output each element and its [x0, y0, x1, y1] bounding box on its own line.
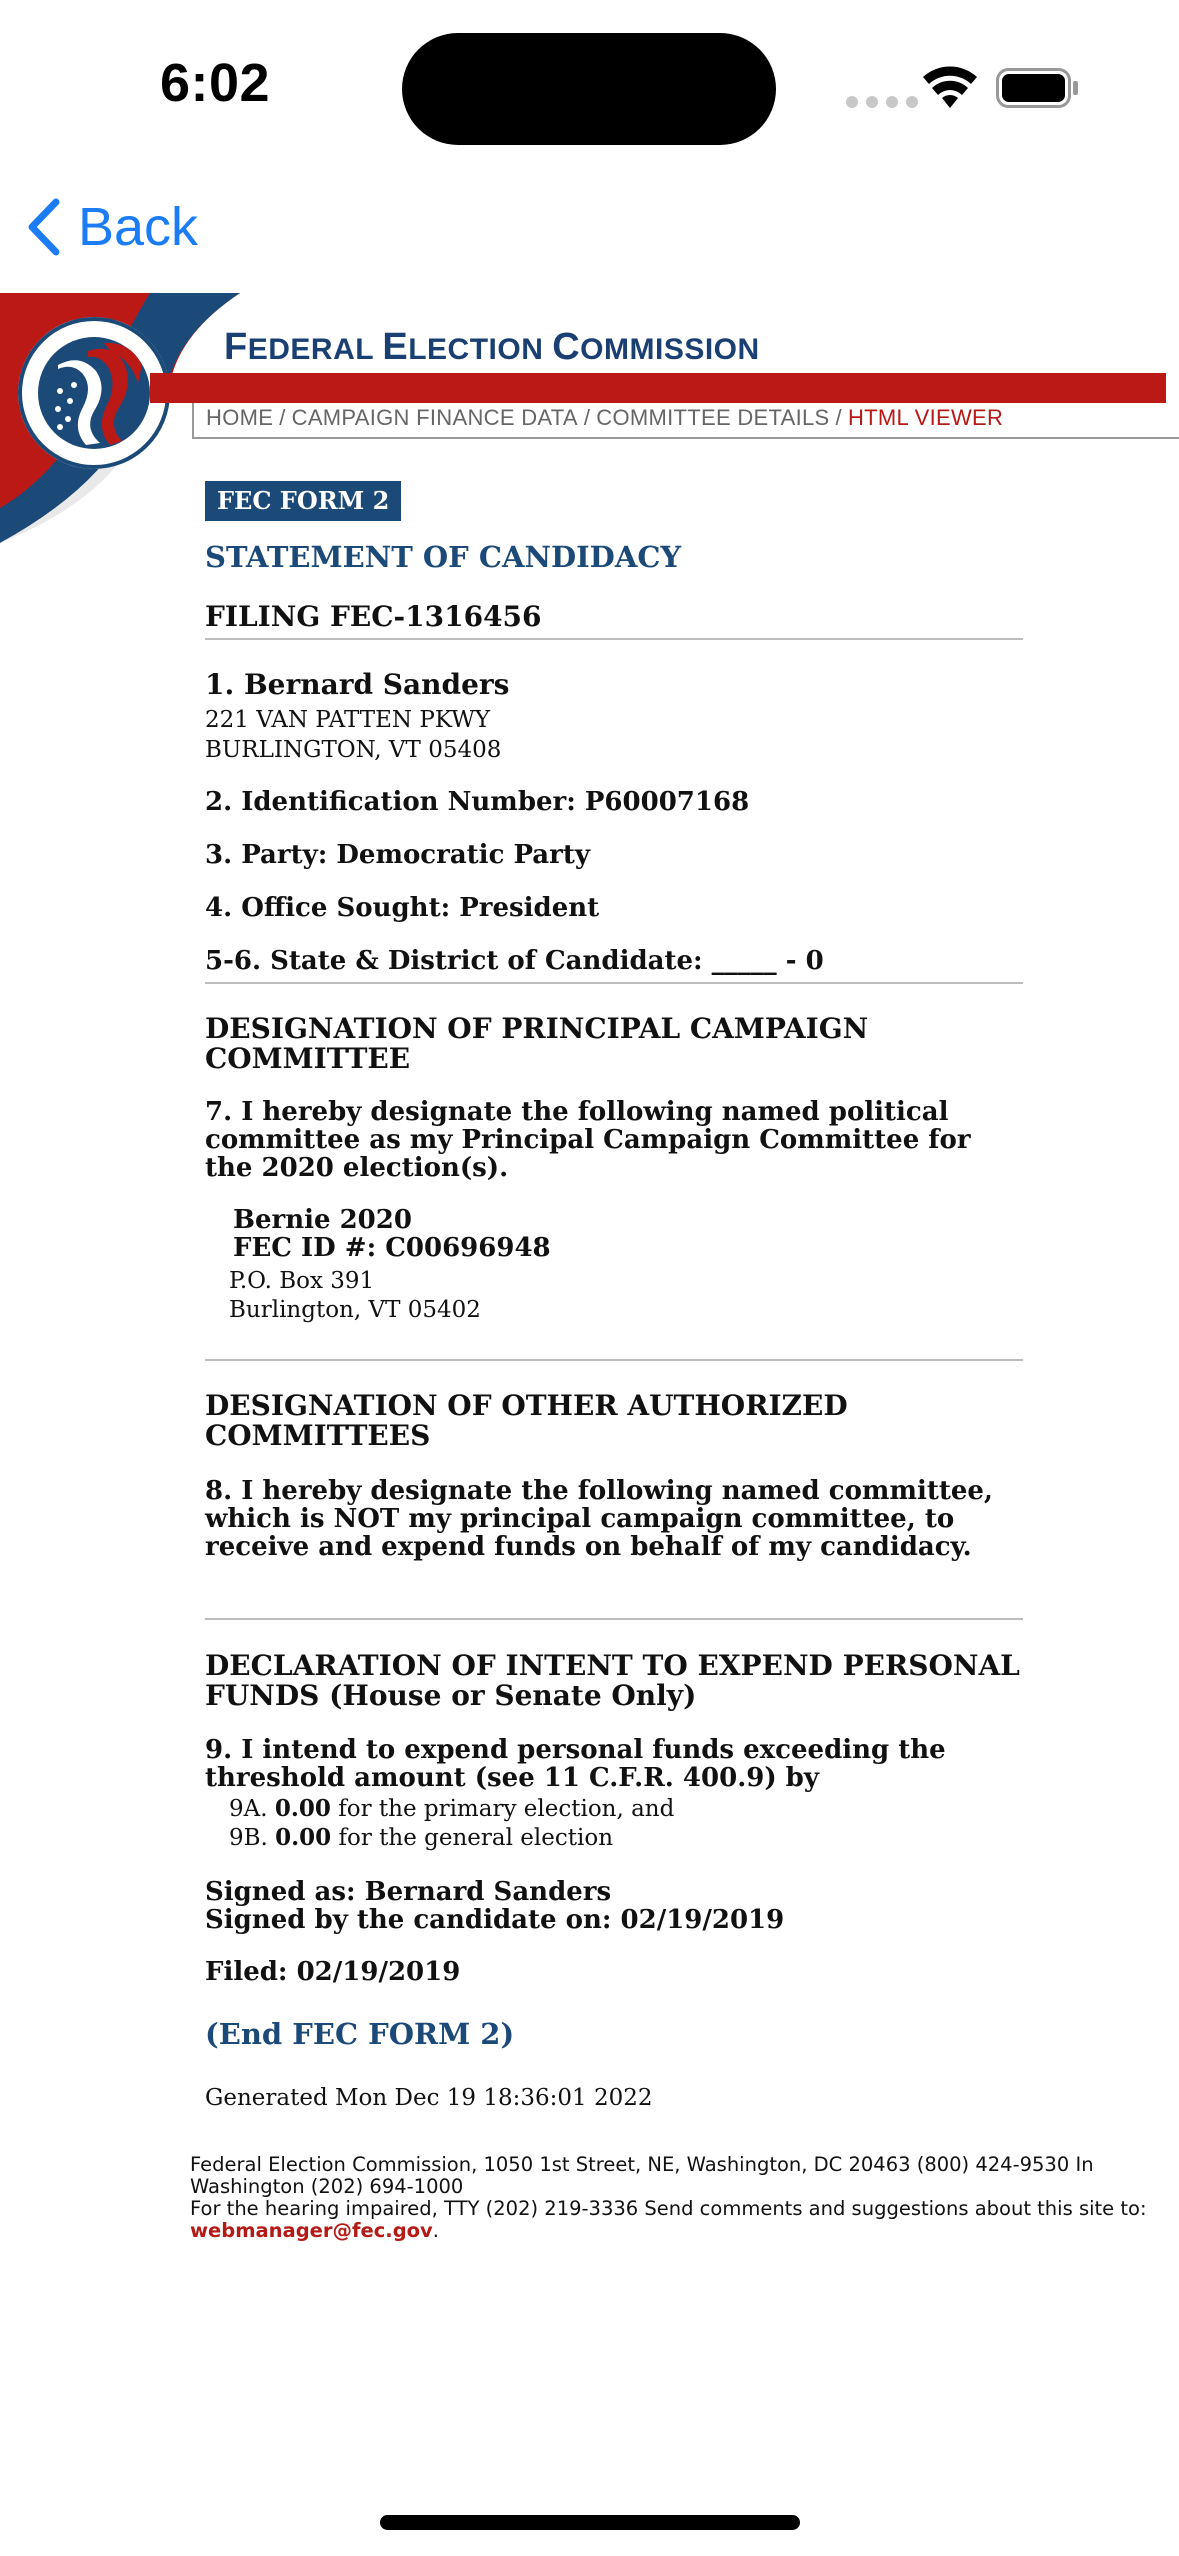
generated-timestamp: Generated Mon Dec 19 18:36:01 2022: [205, 2085, 653, 2111]
office-sought: 4. Office Sought: President: [205, 893, 600, 923]
principal-committee-id: FEC ID #: C00696948: [233, 1233, 551, 1263]
battery-icon: [996, 68, 1080, 108]
breadcrumb-committee-details[interactable]: COMMITTEE DETAILS: [596, 405, 830, 430]
personal-funds-statement: 9. I intend to expend personal funds exceeding the threshold amount (see 11 C.F.R. 400.9) by: [205, 1735, 946, 1793]
principal-committee-statement: 7. I hereby designate the following named political committee as my Principal Campaign Committee for the 2020 election(s).: [205, 1097, 971, 1183]
chevron-left-icon: [24, 198, 64, 256]
state-district: 5-6. State & District of Candidate: _____ - 0: [205, 946, 824, 976]
candidate-address-line1: 221 VAN PATTEN PKWY: [205, 707, 491, 733]
principal-committee-address1: P.O. Box 391: [229, 1268, 375, 1294]
divider: [205, 1359, 1023, 1361]
divider: [205, 982, 1023, 984]
form-title: STATEMENT OF CANDIDACY: [205, 540, 682, 574]
breadcrumb-html-viewer: HTML VIEWER: [847, 405, 1004, 430]
candidate-name: 1. Bernard Sanders: [205, 668, 510, 701]
personal-funds-heading: DECLARATION OF INTENT TO EXPEND PERSONAL FUNDS (House or Senate Only): [205, 1649, 1020, 1712]
back-label: Back: [78, 197, 199, 257]
webmanager-email-link[interactable]: webmanager@fec.gov: [190, 2219, 433, 2242]
other-committees-statement: 8. I hereby designate the following named committee, which is NOT my principal campaign committee, to receive and expend funds on behalf of my candidacy.: [205, 1476, 993, 1562]
divider: [205, 638, 1023, 640]
principal-committee-name: Bernie 2020: [233, 1205, 412, 1235]
status-time: 6:02: [160, 53, 271, 113]
principal-committee-heading: DESIGNATION OF PRINCIPAL CAMPAIGN COMMITTEE: [205, 1012, 869, 1075]
personal-funds-9b: 9B. 0.00 for the general election: [229, 1824, 614, 1851]
home-indicator[interactable]: [380, 2515, 800, 2530]
cellular-signal-icon: [846, 96, 918, 108]
breadcrumb-campaign-finance-data[interactable]: CAMPAIGN FINANCE DATA: [291, 405, 578, 430]
agency-name: FEDERAL ELECTION COMMISSION: [224, 326, 760, 368]
divider: [205, 1618, 1023, 1620]
dynamic-island: [402, 33, 776, 145]
breadcrumb-home[interactable]: HOME: [206, 405, 274, 430]
signed-as: Signed as: Bernard Sanders: [205, 1877, 612, 1907]
identification-number: 2. Identification Number: P60007168: [205, 787, 750, 817]
site-footer: [190, 2154, 1170, 2242]
footer-contact: For the hearing impaired, TTY (202) 219-3336 Send comments and suggestions about this site to: webmanager@fec.gov.: [190, 2197, 1147, 2242]
filing-id: FILING FEC-1316456: [205, 600, 542, 633]
end-form-marker: (End FEC FORM 2): [205, 2017, 515, 2051]
party: 3. Party: Democratic Party: [205, 840, 590, 870]
wifi-icon: [922, 64, 978, 110]
header-red-bar: [150, 373, 1166, 403]
breadcrumb: HOME / CAMPAIGN FINANCE DATA / COMMITTEE DETAILS / HTML VIEWER: [206, 405, 1004, 430]
signed-on: Signed by the candidate on: 02/19/2019: [205, 1905, 785, 1935]
principal-committee-address2: Burlington, VT 05402: [229, 1297, 481, 1323]
form-tag: FEC FORM 2: [205, 481, 401, 521]
personal-funds-9a: 9A. 0.00 for the primary election, and: [229, 1795, 675, 1822]
back-button[interactable]: [24, 196, 198, 258]
footer-address: Federal Election Commission, 1050 1st Street, NE, Washington, DC 20463 (800) 424-9530 In Washington (202) 694-1000: [190, 2153, 1094, 2198]
candidate-address-line2: BURLINGTON, VT 05408: [205, 737, 502, 763]
other-committees-heading: DESIGNATION OF OTHER AUTHORIZED COMMITTEES: [205, 1389, 848, 1452]
filed-date: Filed: 02/19/2019: [205, 1957, 461, 1987]
